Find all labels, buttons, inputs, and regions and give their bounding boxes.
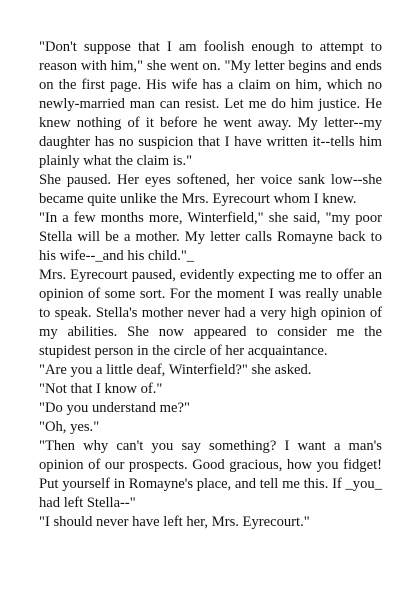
- paragraph-4: Mrs. Eyrecourt paused, evidently expecting me to offer an opinion of some sort. For the moment I was really unable to speak. Stella's mother never had a very high opinion of my abilities. She now appeared to consider me the stupidest person in the circle of her acquaintance.: [39, 267, 382, 359]
- book-page: [39, 38, 382, 532]
- paragraph-7: "Do you understand me?": [39, 400, 190, 416]
- paragraph-3: "In a few months more, Winterfield," she said, "my poor Stella will be a mother. My letter calls Romayne back to his wife--_and his child."_: [39, 210, 382, 264]
- paragraph-10: "I should never have left her, Mrs. Eyrecourt.": [39, 514, 310, 530]
- paragraph-1: "Don't suppose that I am foolish enough to attempt to reason with him," she went on. "My letter begins and ends on the first page. His wife has a claim on him, which no newly-married man can resist. Let me do him justice. He knew nothing of it before he went away. My letter--my daughter has no suspicion that I have written it--tells him plainly what the claim is.": [39, 39, 382, 169]
- paragraph-6: "Not that I know of.": [39, 381, 163, 397]
- paragraph-5: "Are you a little deaf, Winterfield?" she asked.: [39, 362, 312, 378]
- paragraph-8: "Oh, yes.": [39, 419, 100, 435]
- paragraph-2: She paused. Her eyes softened, her voice sank low--she became quite unlike the Mrs. Eyrecourt whom I knew.: [39, 172, 382, 207]
- paragraph-9: "Then why can't you say something? I want a man's opinion of our prospects. Good gracious, how you fidget! Put yourself in Romayne's place, and tell me this. If _you_ had left Stella--": [39, 438, 382, 511]
